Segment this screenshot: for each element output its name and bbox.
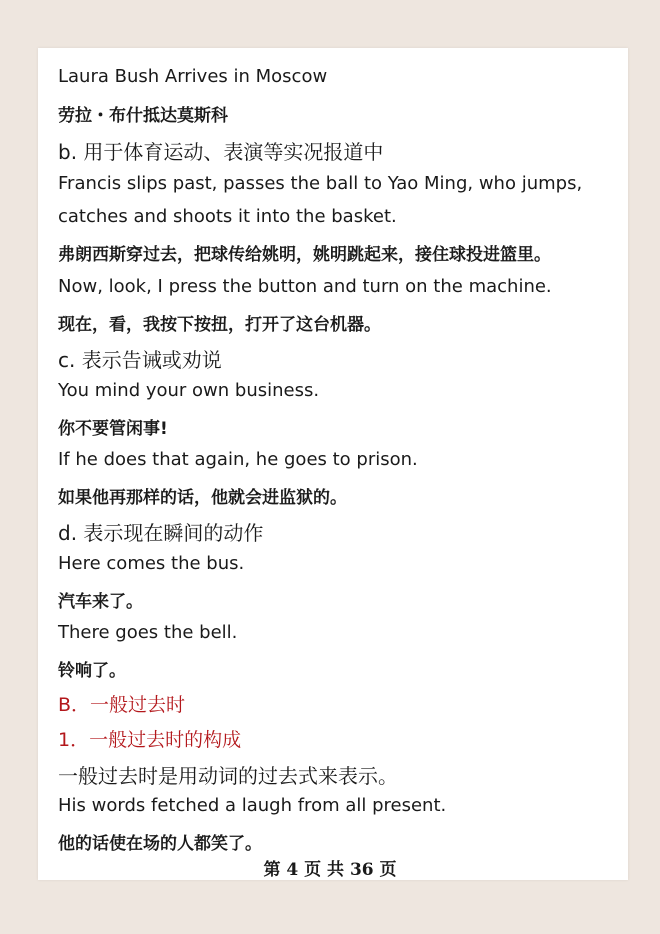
subsection-1-heading: 1．一般过去时的构成 xyxy=(58,729,242,751)
page-footer: 第 4 页 共 36 页 xyxy=(263,860,397,880)
translation-line: 他的话使在场的人都笑了。 xyxy=(58,834,262,854)
translation-line: 铃响了。 xyxy=(58,661,126,681)
example-sentence: If he does that again, he goes to prison. xyxy=(58,449,418,470)
chinese-title-line: 劳拉・布什抵达莫斯科 xyxy=(58,106,228,126)
example-sentence: You mind your own business. xyxy=(58,380,320,401)
example-sentence: Here comes the bus. xyxy=(58,553,245,574)
example-sentence: catches and shoots it into the basket. xyxy=(58,206,397,227)
example-sentence: His words fetched a laugh from all present. xyxy=(58,795,447,816)
section-b-heading: b. 用于体育运动、表演等实况报道中 xyxy=(58,140,384,164)
section-d-heading: d. 表示现在瞬间的动作 xyxy=(58,521,264,545)
example-sentence: Francis slips past, passes the ball to Yao Ming, who jumps, xyxy=(58,173,583,194)
example-sentence: There goes the bell. xyxy=(58,622,238,643)
english-title-line: Laura Bush Arrives in Moscow xyxy=(58,66,328,87)
section-c-heading: c. 表示告诫或劝说 xyxy=(58,348,222,372)
translation-line: 你不要管闲事! xyxy=(58,419,168,439)
example-sentence: Now, look, I press the button and turn on the machine. xyxy=(58,276,552,297)
translation-line: 如果他再那样的话，他就会进监狱的。 xyxy=(58,488,347,508)
translation-line: 现在，看，我按下按扭，打开了这台机器。 xyxy=(58,315,381,335)
section-B-heading: B．一般过去时 xyxy=(58,694,186,716)
translation-line: 汽车来了。 xyxy=(58,592,143,612)
rule-description: 一般过去时是用动词的过去式来表示。 xyxy=(58,764,398,788)
translation-line: 弗朗西斯穿过去，把球传给姚明，姚明跳起来，接住球投进篮里。 xyxy=(58,245,551,265)
